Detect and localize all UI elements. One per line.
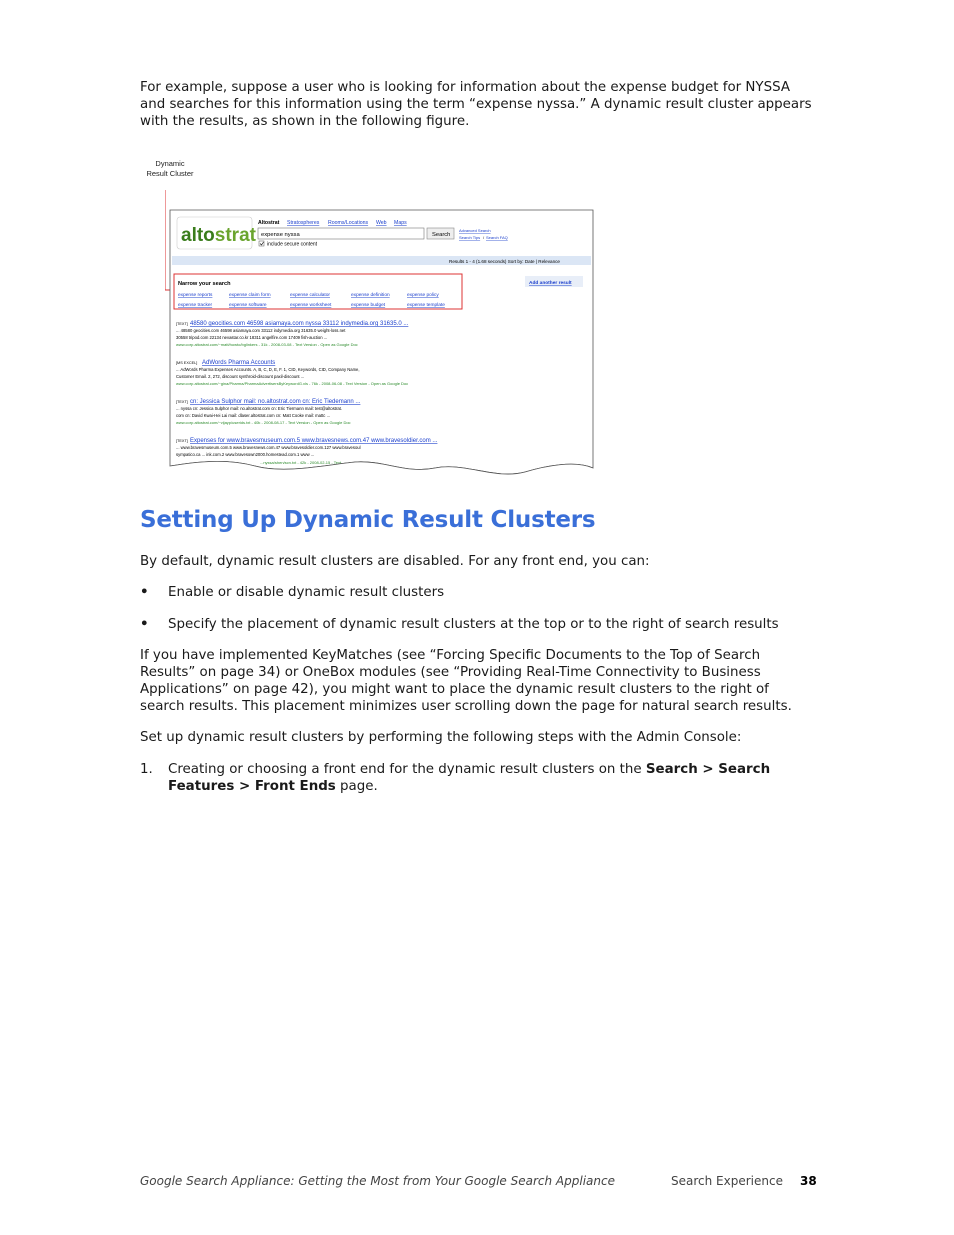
link-separator: / — [483, 235, 485, 240]
menu-path: Search > Search Features > Front Ends — [168, 762, 771, 794]
cluster-link[interactable]: expense calculator — [290, 293, 330, 298]
cluster-link[interactable]: expense worksheet — [290, 303, 332, 308]
default-paragraph: By default, dynamic result clusters are disabled. For any front end, you can: — [140, 554, 650, 569]
search-tips-link[interactable]: Search Tips — [459, 235, 481, 240]
narrow-search-title: Narrow your search — [178, 281, 231, 287]
svg-text:30558 tripod.com 22134 nevasta: 30558 tripod.com 22134 nevastar.co.kr 18311 angelfire.com 17409 fish-auction ... — [176, 335, 328, 340]
nav-maps[interactable]: Maps — [394, 220, 407, 226]
svg-text:[MS EXCEL]: [MS EXCEL] — [176, 361, 198, 365]
svg-text:...nyssa/shen/scn.txt - 42k -: ...nyssa/shen/scn.txt - 42k - 2008-02-15 - Text... — [260, 460, 345, 465]
svg-text:www.corp.altostrat.com/~matt/h: www.corp.altostrat.com/~matt/howto/bglinkers - 31k - 2008-03-08 - Text Version - Open as Google Doc — [176, 342, 358, 347]
section-heading: Setting Up Dynamic Result Clusters — [140, 507, 596, 533]
nav-stratospheres[interactable]: Stratospheres — [287, 220, 320, 226]
nav-rooms-locations[interactable]: Rooms/Locations — [328, 220, 369, 226]
cluster-link[interactable]: expense software — [229, 303, 267, 308]
svg-text:www.corp.altostrat.com/~gina/P: www.corp.altostrat.com/~gina/Pharma/PharmaAdvertisersByKeywordG.xls - 76k - 2008-06-08 - Text Version - Open as Google Doc — [176, 381, 409, 386]
page-number: 38 — [800, 1174, 817, 1188]
cluster-link[interactable]: expense definition — [351, 293, 390, 298]
cluster-link[interactable]: expense reports — [178, 293, 213, 298]
footer-title: Google Search Appliance: Getting the Most from Your Google Search Appliance — [140, 1174, 615, 1188]
svg-text:... 48580 geocities.com 46598: ... 48580 geocities.com 46598 asiamaya.com 33112 indymedia.org 31635.0 weight-loss.net — [176, 328, 346, 333]
figure-svg — [165, 190, 597, 480]
search-results-figure — [165, 190, 597, 480]
altostrat-logo: altostrat — [181, 225, 256, 246]
secure-checkbox-label: include secure content — [267, 241, 318, 248]
svg-text:... nyssa cn: Jessica Sulphor: ... nyssa cn: Jessica Sulphor mail: no.altostrat.com cn: Eric Tiermann mail: test@altostrat. — [176, 406, 342, 411]
cluster-link[interactable]: expense policy — [407, 293, 439, 298]
svg-text:sympatico.ca ... ink.com.2 www: sympatico.ca ... ink.com.2 www.bravesown2000.homestead.com.1 www ... — [176, 452, 315, 457]
keymatch-paragraph: If you have implemented KeyMatches (see “Forcing Specific Documents to the Top of Search Results” on page 34) or OneBox modules (see “Providing Real-Time Connectivity to Business Applications” on page 42), you might want to place the dynamic result clusters to the right of search results. This placement minimizes user scrolling down the page for natural search results. — [140, 648, 792, 714]
cluster-link[interactable]: expense claim form — [229, 293, 271, 298]
result-title-link[interactable]: cn: Jessica Sulphor mail: no.altostrat.com cn: Eric Tiedemann ... — [190, 399, 361, 405]
result-title-link[interactable]: AdWords Pharma Accounts — [202, 360, 276, 366]
svg-text:... AdWords Pharma Expenses Ac: ... AdWords Pharma Expenses Accounts. A, B, C, D, E, F. 1, CID, Keywords, CID, Company Name, — [176, 367, 360, 372]
results-count: Results 1 - 4 (1.68 seconds) Sort by: Date | Relevance — [449, 259, 560, 264]
add-another-result-link[interactable]: Add another result — [529, 281, 572, 286]
setup-paragraph: Set up dynamic result clusters by performing the following steps with the Admin Console: — [140, 730, 742, 745]
nav-web[interactable]: Web — [376, 220, 387, 226]
svg-text:com cn: David Kwai-Hei Lai mai: com cn: David Kwai-Hei Lai mail: dlaser.altostrat.com cn: Matt Cooke mail: mattc ... — [176, 413, 331, 418]
result-title-link[interactable]: 48580 geocities.com 46598 asiamaya.com nyssa 33112 indymedia.org 31635.0 ... — [190, 321, 409, 327]
svg-text:... www.bravesmuseum.com.5 www: ... www.bravesmuseum.com.5 www.bravesnews.com.47 www.bravesoldier.com.127 www.bravesoul — [176, 445, 361, 450]
advanced-search-link[interactable]: Advanced Search — [459, 228, 491, 233]
bullet-marker: • — [140, 585, 149, 600]
search-input-value: expense nyssa — [261, 232, 300, 238]
search-button-label: Search — [432, 232, 451, 238]
step-number: 1. — [140, 762, 153, 777]
svg-text:[TEXT]: [TEXT] — [176, 400, 188, 404]
footer-section: Search Experience — [671, 1174, 783, 1188]
result-title-link[interactable]: Expenses for www.bravesmuseum.com.5 www.bravesnews.com.47 www.bravesoldier.com ... — [190, 438, 438, 444]
cluster-link[interactable]: expense template — [407, 303, 445, 308]
cluster-link[interactable]: expense budget — [351, 303, 386, 308]
search-faq-link[interactable]: Search FAQ — [486, 235, 508, 240]
intro-paragraph: For example, suppose a user who is looking for information about the expense budget for NYSSA and searches for this information using the term “expense nyssa.” A dynamic result cluster appears with the results, as shown in the following figure. — [140, 80, 812, 129]
step-text: Creating or choosing a front end for the dynamic result clusters on the Search > Search Features > Front Ends page. — [168, 762, 771, 794]
step-item — [140, 761, 816, 795]
svg-text:[TEXT]: [TEXT] — [176, 439, 188, 443]
svg-text:[TEXT]: [TEXT] — [176, 322, 188, 326]
nav-altostrat[interactable]: Altostrat — [258, 220, 280, 226]
svg-text:Customer Email. 2, 272, discou: Customer Email. 2, 272, discount synthroid-discount paxil-discount ... — [176, 374, 305, 379]
figure-callout-label: Dynamic Result Cluster — [146, 159, 194, 178]
cluster-link[interactable]: expense tracker — [178, 303, 213, 308]
svg-text:www.corp.altostrat.com/~vijayp: www.corp.altostrat.com/~vijayp/userids.txt - 40k - 2008-08-17 - Text Version - Open as Google Doc — [176, 420, 351, 425]
bullet-marker: • — [140, 617, 149, 632]
